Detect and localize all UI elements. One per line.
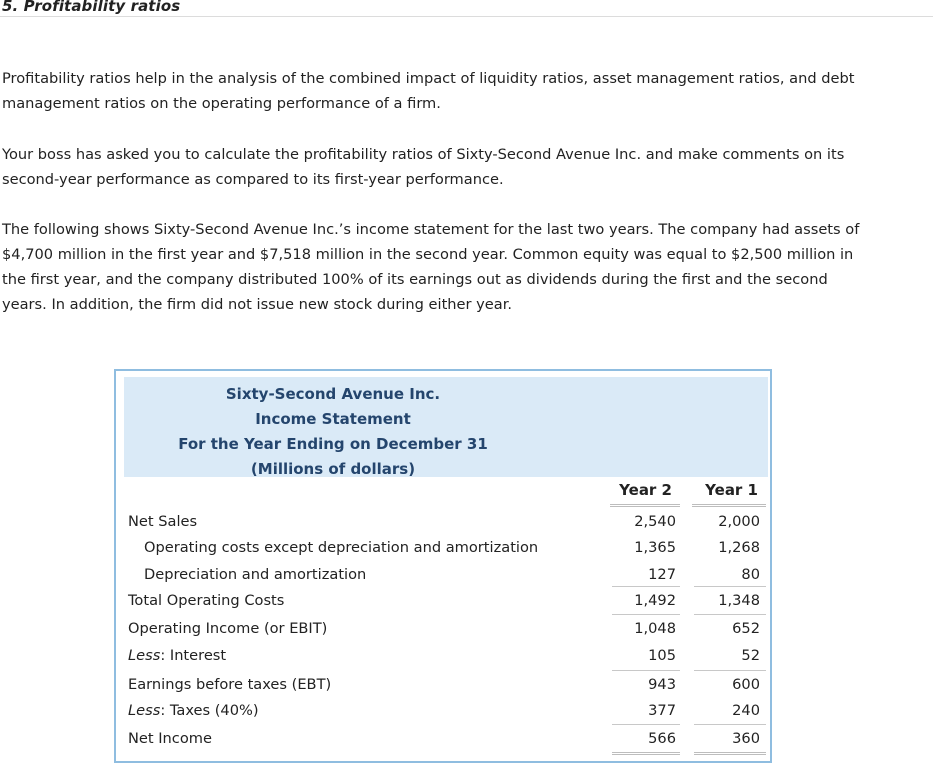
cell-year2: 1,365: [634, 539, 676, 556]
row-label-operating-income: Operating Income (or EBIT): [128, 620, 328, 637]
interest-label: : Interest: [160, 647, 227, 664]
cell-year1: 240: [732, 702, 760, 719]
cell-year2: 127: [648, 566, 676, 583]
paragraph-line: Your boss has asked you to calculate the profitability ratios of Sixty-Second Avenue Inc. and make comments on its: [2, 146, 845, 163]
paragraph-line: the first year, and the company distributed 100% of its earnings out as dividends during the first and the second: [2, 271, 828, 288]
less-label: Less: [128, 702, 161, 719]
row-label-operating-costs: Operating costs except depreciation and amortization: [144, 539, 539, 556]
cell-year2: 105: [648, 647, 676, 664]
less-label: Less: [128, 647, 161, 664]
column-header-year1: Year 1: [705, 481, 758, 499]
row-label-ebt: Earnings before taxes (EBT): [128, 676, 332, 693]
row-label-total-operating-costs: Total Operating Costs: [128, 592, 285, 609]
task-paragraph: [2, 142, 907, 192]
section-title: 5. Profitability ratios: [2, 0, 181, 15]
intro-paragraph: [2, 66, 907, 116]
paragraph-line: The following shows Sixty-Second Avenue Inc.’s income statement for the last two years. The company had assets of: [2, 221, 860, 238]
paragraph-line: years. In addition, the firm did not issue new stock during either year.: [2, 296, 513, 313]
cell-year1: 1,348: [718, 592, 760, 609]
total-double-rule: [694, 752, 766, 755]
cell-year2: 377: [648, 702, 676, 719]
cell-year2: 566: [648, 730, 676, 747]
subtotal-rule: [612, 586, 680, 587]
statement-units: (Millions of dollars): [250, 460, 416, 478]
context-paragraph: [2, 217, 907, 317]
subtotal-rule: [694, 614, 766, 615]
paragraph-line: management ratios on the operating performance of a firm.: [2, 95, 441, 112]
subtotal-rule: [694, 670, 766, 671]
paragraph-line: $4,700 million in the first year and $7,518 million in the second year. Common equity was equal to $2,500 million in: [2, 246, 854, 263]
cell-year1: 652: [732, 620, 760, 637]
subtotal-rule: [612, 670, 680, 671]
title-divider: [0, 16, 933, 17]
cell-year1: 2,000: [718, 513, 760, 530]
subtotal-rule: [694, 586, 766, 587]
cell-year2: 1,048: [634, 620, 676, 637]
row-label-taxes: [128, 702, 259, 719]
cell-year1: 52: [741, 647, 760, 664]
subtotal-rule: [694, 724, 766, 725]
paragraph-line: Profitability ratios help in the analysis of the combined impact of liquidity ratios, asset management ratios, and debt: [2, 70, 855, 87]
row-label-depreciation: Depreciation and amortization: [144, 566, 367, 583]
taxes-label: : Taxes (40%): [160, 702, 259, 719]
cell-year1: 600: [732, 676, 760, 693]
company-name: Sixty-Second Avenue Inc.: [225, 385, 441, 403]
row-label-net-sales: Net Sales: [128, 513, 198, 530]
cell-year1: 1,268: [718, 539, 760, 556]
row-label-interest: [128, 647, 226, 664]
income-statement-header: [124, 377, 768, 477]
cell-year2: 943: [648, 676, 676, 693]
column-header-rule: [610, 504, 680, 507]
column-header-rule: [692, 504, 766, 507]
row-label-net-income: Net Income: [128, 730, 212, 747]
column-header-year2: Year 2: [619, 481, 672, 499]
subtotal-rule: [612, 724, 680, 725]
subtotal-rule: [612, 614, 680, 615]
cell-year1: 360: [732, 730, 760, 747]
cell-year1: 80: [741, 566, 760, 583]
paragraph-line: second-year performance as compared to its first-year performance.: [2, 171, 504, 188]
cell-year2: 2,540: [634, 513, 676, 530]
statement-title: Income Statement: [255, 410, 411, 428]
cell-year2: 1,492: [634, 592, 676, 609]
statement-period: For the Year Ending on December 31: [178, 435, 488, 453]
total-double-rule: [612, 752, 680, 755]
